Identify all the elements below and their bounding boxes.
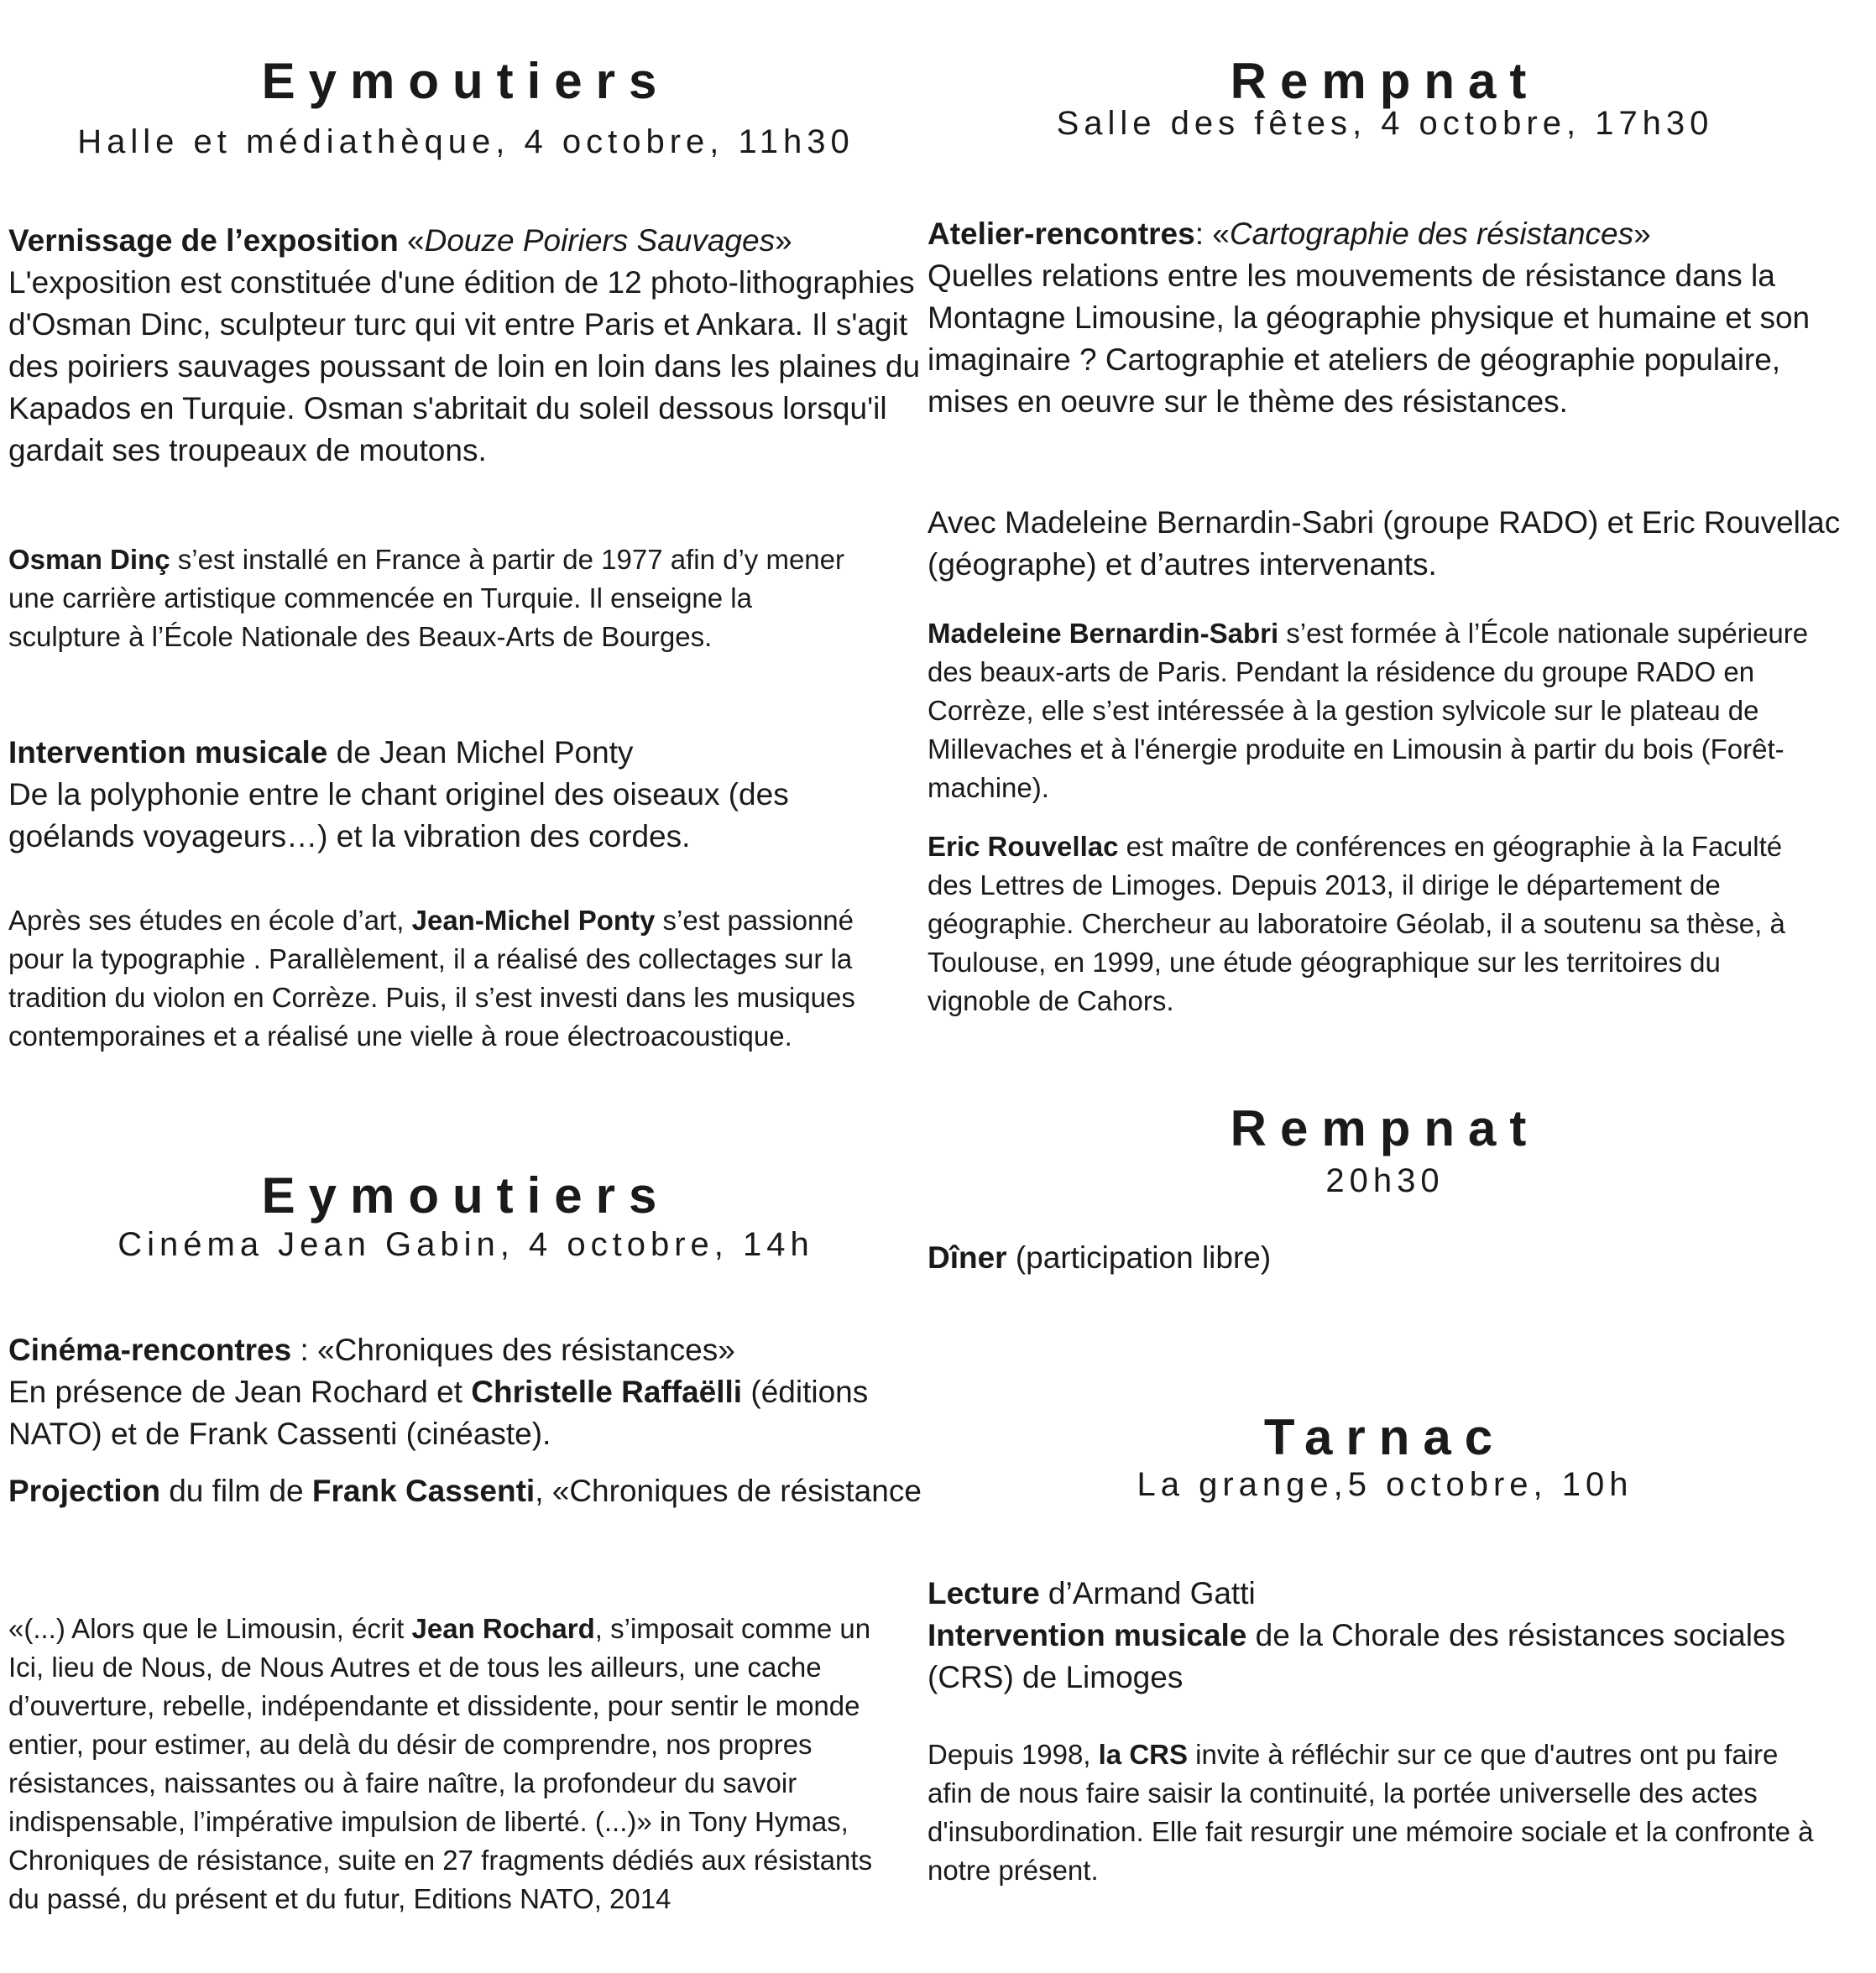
projection-mid: du film de (159, 1474, 312, 1508)
atelier-paragraph (928, 213, 1842, 423)
section-title: Eymoutiers (261, 53, 671, 109)
atelier-work-title: Cartographie des résistances (1229, 217, 1634, 251)
diner-paragraph (928, 1237, 1842, 1279)
atelier-close-quote: » (1633, 217, 1651, 251)
music-label: Intervention musicale (8, 735, 328, 770)
avec-paragraph: Avec Madeleine Bernardin-Sabri (groupe RADO) et Eric Rouvellac (géographe) et d’autres intervenants. (928, 505, 1841, 582)
tarnac-music-text: de la Chorale des résistances sociales (CRS) de Limoges (928, 1618, 1786, 1694)
section-subtitle: La grange,5 octobre, 10h (1137, 1466, 1633, 1503)
crs-pre: Depuis 1998, (928, 1739, 1099, 1770)
music-description: De la polyphonie entre le chant originel des oiseaux (des goélands voyageurs…) et la vibration des cordes. (8, 777, 789, 853)
music-performer: de Jean Michel Ponty (327, 735, 634, 770)
tarnac-header (928, 1408, 1842, 1506)
section-title: Rempnat (1230, 1100, 1540, 1156)
section-subtitle: 20h30 (1325, 1162, 1445, 1199)
rempnat-diner-header (928, 1099, 1842, 1202)
ponty-bio-pre: Après ses études en école d’art, (8, 905, 412, 936)
cinema-paragraph (8, 1329, 923, 1455)
crs-name: la CRS (1098, 1739, 1189, 1770)
atelier-open-quote: : « (1194, 217, 1230, 251)
section-title: Tarnac (1263, 1409, 1507, 1465)
quote-author: Jean Rochard (411, 1613, 595, 1644)
eric-bio-text: est maître de conférences en géographie à la Faculté des Lettres de Limoges. Depuis 2013, il dirige le département de géographie. Chercheur au laboratoire Géolab, il a soutenu sa thèse, à Toulouse, en 1999, une étude géographique sur les territoires du vignoble de Cahors. (928, 831, 1785, 1016)
crs-bio (928, 1736, 1817, 1890)
lecture-label: Lecture (928, 1576, 1040, 1610)
section-subtitle: Cinéma Jean Gabin, 4 octobre, 14h (118, 1226, 814, 1263)
cinema-guests-pre: En présence de Jean Rochard et (8, 1375, 472, 1409)
eric-bio (928, 827, 1817, 1020)
quote-text: , s’imposait comme un Ici, lieu de Nous, de Nous Autres et de tous les ailleurs, une cache d’ouverture, rebelle, indépendante et dissidente, pour sentir le monde entier, pour estimer, au delà du désir de comprendre, nos propres résistances, naissantes ou à faire naître, la profondeur du savoir indispensable, l’impérative impulsion de liberté. (...)» in Tony Hymas, Chroniques de résistance, suite en 27 fragments dédiés aux résistants du passé, du présent et du futur, Editions NATO, 2014 (8, 1613, 873, 1914)
cinema-title: : «Chroniques des résistances» (291, 1333, 735, 1367)
atelier-description: Quelles relations entre les mouvements de résistance dans la Montagne Limousine, la géographie physique et humaine et son imaginaire ? Cartographie et ateliers de géographie populaire, mises en oeuvre sur le thème des résistances. (928, 258, 1811, 419)
ponty-bio-text: s’est passionné pour la typographie . Parallèlement, il a réalisé des collectages sur la tradition du violon en Corrèze. Puis, il s’est investi dans les musiques contemporaines et a réalisé une vielle à roue électroacoustique. (8, 905, 855, 1052)
vernissage-paragraph (8, 220, 923, 472)
tarnac-program (928, 1573, 1842, 1699)
madeleine-bio (928, 614, 1817, 807)
ponty-bio (8, 901, 898, 1056)
vernissage-work-title: Douze Poiriers Sauvages (424, 223, 776, 258)
vernissage-label: Vernissage de l’exposition (8, 223, 399, 258)
ponty-name: Jean-Michel Ponty (411, 905, 656, 936)
tarnac-music-label: Intervention musicale (928, 1618, 1247, 1652)
section-subtitle: Halle et médiathèque, 4 octobre, 11h30 (77, 123, 854, 160)
vernissage-close-quote: » (775, 223, 792, 258)
eymoutiers-cinema-header (8, 1167, 923, 1266)
diner-label: Dîner (928, 1240, 1007, 1275)
section-title: Eymoutiers (261, 1167, 671, 1224)
projection-label: Projection (8, 1474, 160, 1508)
osman-bio-text: s’est installé en France à partir de 1977 afin d’y mener une carrière artistique commencée en Turquie. Il enseigne la sculpture à l’École Nationale des Beaux-Arts de Bourges. (8, 544, 844, 652)
section-subtitle: Salle des fêtes, 4 octobre, 17h30 (1056, 105, 1714, 142)
atelier-label: Atelier-rencontres (928, 217, 1195, 251)
cinema-guest-name: Christelle Raffaëlli (471, 1375, 743, 1409)
quote-pre: «(...) Alors que le Limousin, écrit (8, 1613, 412, 1644)
osman-name: Osman Dinç (8, 544, 170, 575)
music-paragraph (8, 732, 923, 858)
eymoutiers-expo-header (8, 52, 923, 163)
projection-director: Frank Cassenti (311, 1474, 536, 1508)
eric-name: Eric Rouvellac (928, 831, 1119, 862)
vernissage-description: L'exposition est constituée d'une édition de 12 photo-lithographies d'Osman Dinc, sculpteur turc qui vit entre Paris et Ankara. Il s'agit des poiriers sauvages poussant de loin en loin dans les plaines du Kapados en Turquie. Osman s'abritait du soleil dessous lorsqu'il gardait ses troupeaux de moutons. (8, 265, 921, 467)
section-title: Rempnat (1230, 53, 1540, 109)
rochard-quote (8, 1610, 907, 1918)
osman-bio (8, 540, 865, 656)
lecture-text: d’Armand Gatti (1039, 1576, 1256, 1610)
cinema-guests-post: (éditions NATO) et de Frank Cassenti (cinéaste). (8, 1375, 869, 1451)
rempnat-atelier-header (928, 52, 1842, 144)
diner-text: (participation libre) (1006, 1240, 1272, 1275)
madeleine-bio-text: s’est formée à l’École nationale supérieure des beaux-arts de Paris. Pendant la résidence du groupe RADO en Corrèze, elle s’est intéressée à la gestion sylvicole sur le plateau de Millevaches et à l'énergie produite en Limousin à partir du bois (Forêt-machine). (928, 618, 1809, 803)
projection-paragraph (8, 1470, 923, 1512)
projection-film: , «Chroniques de résistance (535, 1474, 922, 1508)
crs-text: invite à réfléchir sur ce que d'autres ont pu faire afin de nous faire saisir la continuité, la portée universelle des actes d'insubordination. Elle fait resurgir une mémoire sociale et la confronte à notre présent. (928, 1739, 1814, 1886)
cinema-label: Cinéma-rencontres (8, 1333, 292, 1367)
madeleine-name: Madeleine Bernardin-Sabri (928, 618, 1279, 649)
vernissage-open-quote: « (398, 223, 425, 258)
